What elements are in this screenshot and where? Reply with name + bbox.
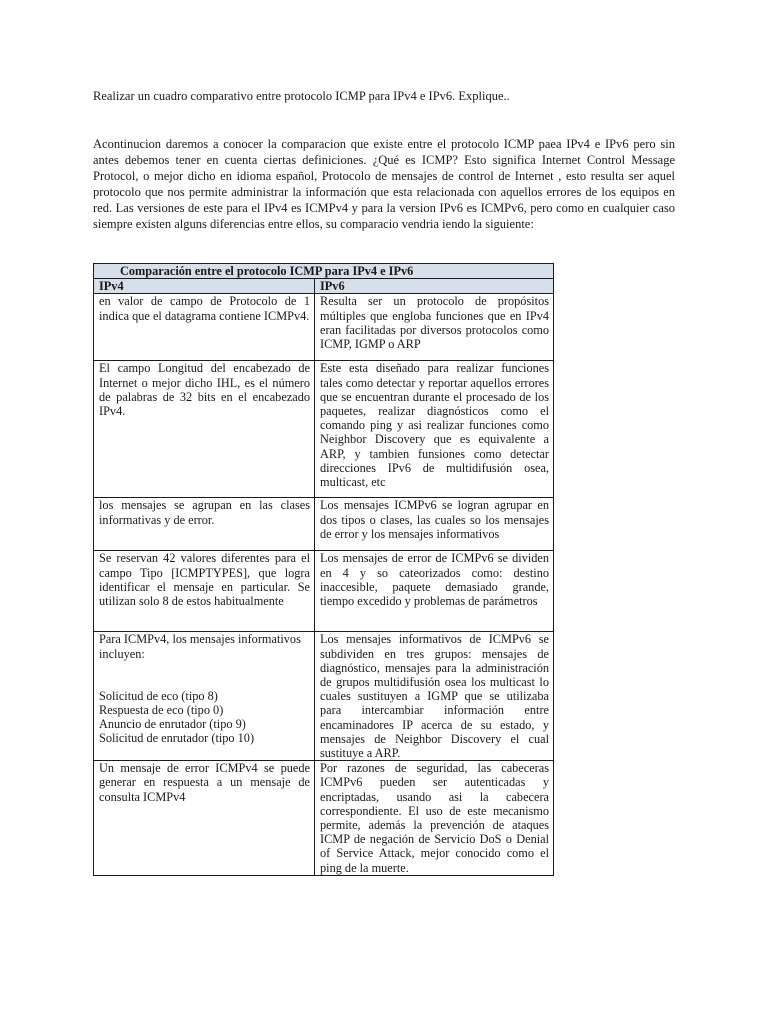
header-ipv6: IPv6 <box>315 279 554 294</box>
cell-ipv4-intro: Para ICMPv4, los mensajes informativos incluyen: <box>99 632 301 661</box>
table-title: Comparación entre el protocolo ICMP para IPv4 e IPv6 <box>94 264 554 279</box>
table-row <box>94 551 554 632</box>
cell-ipv6: Los mensajes de error de ICMPv6 se dividen en 4 y so cateorizados como: destino inaccesible, paquete demasiado grande, tiempo excedido y problemas de parámetros <box>315 551 554 632</box>
table-row <box>94 294 554 361</box>
table-header-row <box>94 279 554 294</box>
list-item: Solicitud de enrutador (tipo 10) <box>99 731 255 746</box>
table-row <box>94 632 554 761</box>
table-row <box>94 498 554 551</box>
list-item: Respuesta de eco (tipo 0) <box>99 703 224 718</box>
cell-ipv6: Este esta diseñado para realizar funciones tales como detectar y reportar aquellos errores que se encuentran durante el procesado de los paquetes, realizar diagnósticos como el comando ping y asi realizar funciones como Neighbor Discovery que es equivalente a ARP, y tambien funsiones como detectar direcciones IPv6 de multidifusión osea, multicast, etc <box>315 361 554 498</box>
list-item: Solicitud de eco (tipo 8) <box>99 688 218 703</box>
table-row <box>94 761 554 876</box>
cell-ipv4: Se reservan 42 valores diferentes para el campo Tipo [ICMPTYPES], que logra identificar el mensaje en particular. Se utilizan solo 8 de estos habitualmente <box>94 551 315 632</box>
assignment-question: Realizar un cuadro comparativo entre protocolo ICMP para IPv4 e IPv6. Explique.. <box>93 89 510 103</box>
cell-ipv6: Los mensajes ICMPv6 se logran agrupar en dos tipos o clases, las cuales so los mensajes de error y los mensajes informativos <box>315 498 554 551</box>
cell-ipv6: Resulta ser un protocolo de propósitos múltiples que engloba funciones que en IPv4 eran facilitadas por diversos protocolos como ICMP, IGMP o ARP <box>315 294 554 361</box>
cell-ipv6: Por razones de seguridad, las cabeceras ICMPv6 pueden ser autenticadas y encriptadas, usando asi la cabecera correspondiente. El uso de este mecanismo permite, además la prevención de ataques ICMP de negación de Servicio DoS o Denial of Service Attack, mejor conocido como el ping de la muerte. <box>315 761 554 876</box>
cell-ipv4: en valor de campo de Protocolo de 1 indica que el datagrama contiene ICMPv4. <box>94 294 315 361</box>
intro-paragraph: Acontinucion daremos a conocer la comparacion que existe entre el protocolo ICMP paea IPv4 e IPv6 pero sin antes debemos tener en cuenta ciertas definiciones. ¿Qué es ICMP? Esto significa Internet Control Message Protocol, o mejor dicho en idioma español, Protocolo de mensajes de control de Internet , esto resulta ser aquel protocolo que nos permite administrar la información que esta relacionada con aquellos errores de los equipos en red. Las versiones de este para el IPv4 es ICMPv4 y para la version IPv6 es ICMPv6, pero como en cualquier caso siempre existen alguns diferencias entre ellos, su comparacio vendria iendo la siguiente: <box>93 137 675 231</box>
cell-ipv4: los mensajes se agrupan en las clases informativas y de error. <box>94 498 315 551</box>
list-item: Anuncio de enrutador (tipo 9) <box>99 717 246 732</box>
table-row <box>94 361 554 498</box>
comparison-table <box>93 263 554 876</box>
cell-ipv4 <box>94 632 315 761</box>
table-title-row <box>94 264 554 279</box>
cell-ipv4: El campo Longitud del encabezado de Internet o mejor dicho IHL, es el número de palabras de 32 bits en el encabezado IPv4. <box>94 361 315 498</box>
cell-ipv4: Un mensaje de error ICMPv4 se puede generar en respuesta a un mensaje de consulta ICMPv4 <box>94 761 315 876</box>
cell-ipv6: Los mensajes informativos de ICMPv6 se subdividen en tres grupos: mensajes de diagnóstico, mensajes para la administración de grupos multidifusión osea los multicast lo cuales sustituyen a IGMP que se utilizaba para intercambiar información entre encaminadores IP acerca de su estado, y mensajes de Neighbor Discovery el cual sustituye a ARP. <box>315 632 554 761</box>
header-ipv4: IPv4 <box>94 279 315 294</box>
